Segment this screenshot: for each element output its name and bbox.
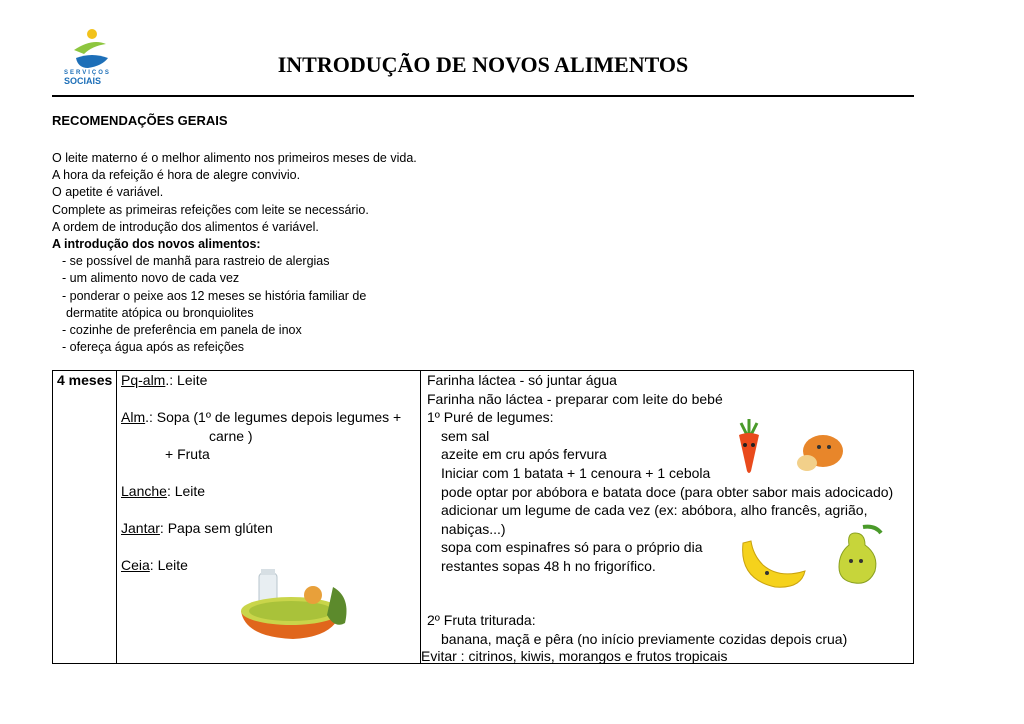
note-line: Farinha láctea - só juntar água: [427, 372, 617, 388]
bullet-item: - ponderar o peixe aos 12 meses se história familiar de: [62, 288, 367, 303]
feeding-table: [52, 370, 914, 664]
title-divider: [52, 95, 914, 97]
note-line: Evitar : citrinos, kiwis, morangos e frutos tropicais: [421, 648, 728, 664]
meal-value: : Papa sem glúten: [159, 520, 273, 536]
recommendation-line: O leite materno é o melhor alimento nos primeiros meses de vida.: [52, 151, 417, 165]
logo-line-2: SOCIAIS: [64, 76, 102, 86]
page-title: INTRODUÇÃO DE NOVOS ALIMENTOS: [277, 52, 689, 77]
meals-column: [117, 371, 421, 663]
meal-label: Lanche: [121, 483, 167, 499]
meal-alm-fruit: + Fruta: [165, 446, 210, 462]
bullet-item: - se possível de manhã para rastreio de alergias: [62, 254, 330, 269]
recommendation-line: O apetite é variável.: [52, 185, 164, 200]
meal-value: : Leite: [166, 483, 206, 499]
meal-label: Alm: [121, 409, 146, 425]
recommendation-line: A hora da refeição é hora de alegre convivio.: [52, 168, 301, 183]
recommendation-line: Complete as primeiras refeições com leite se necessário.: [52, 202, 369, 217]
note-line: Farinha não láctea - preparar com leite do bebé: [427, 390, 723, 407]
note-line: pode optar por abóbora e batata doce (para obter sabor mais adocicado): [441, 483, 894, 500]
note-line: adicionar um legume de cada vez (ex: abóbora, alho francês, agrião,: [441, 502, 868, 519]
note-line: sem sal: [441, 427, 490, 444]
recommendation-line: A ordem de introdução dos alimentos é variável.: [52, 219, 319, 234]
meal-value: : Leite: [149, 557, 188, 573]
introduction-subheading: A introdução dos novos alimentos:: [52, 237, 261, 252]
baby-food-bowl-illustration: [235, 567, 355, 643]
carrot-illustration: [731, 415, 767, 475]
bullet-item: - ofereça água após as refeições: [62, 340, 245, 355]
note-line: Iniciar com 1 batata + 1 cenoura + 1 cebola: [441, 465, 711, 481]
note-line: sopa com espinafres só para o próprio dia: [441, 539, 703, 556]
meal-jantar: [121, 519, 273, 538]
bullet-item-continuation: dermatite atópica ou bronquiolites: [66, 305, 254, 320]
note-line: 2º Fruta triturada:: [427, 612, 536, 628]
note-line: nabiças...): [441, 520, 506, 537]
meal-ceia: [121, 556, 188, 575]
logo-line-1: SERVIÇOS: [64, 70, 111, 76]
meal-value: .: Leite: [165, 372, 208, 388]
meal-label: Jantar: [121, 520, 160, 536]
meal-lanche: [121, 482, 205, 501]
meal-label: Ceia: [121, 557, 150, 573]
age-column: [53, 371, 117, 663]
notes-column: [421, 371, 913, 663]
note-line: 1º Puré de legumes:: [427, 409, 554, 426]
meal-label: Pq-alm: [121, 372, 166, 388]
meal-value: .: Sopa (1º de legumes depois legumes +: [145, 409, 402, 425]
note-line: banana, maçã e pêra (no início previamente cozidas depois crua): [441, 630, 848, 647]
meal-pq-alm: [121, 371, 207, 390]
banana-illustration: [739, 535, 809, 593]
pear-illustration: [831, 523, 887, 587]
bullet-item: - cozinhe de preferência em panela de inox: [62, 323, 302, 338]
note-line: azeite em cru após fervura: [441, 446, 607, 463]
bullet-item: - um alimento novo de cada vez: [62, 271, 240, 286]
age-label: 4 meses: [57, 372, 113, 388]
potato-illustration: [793, 429, 847, 475]
recommendations-text: [52, 150, 417, 356]
section-heading: RECOMENDAÇÕES GERAIS: [52, 113, 228, 128]
note-line: restantes sopas 48 h no frigorífico.: [441, 558, 656, 574]
meal-alm-continuation: carne ): [209, 428, 253, 444]
meal-alm: [121, 408, 401, 427]
